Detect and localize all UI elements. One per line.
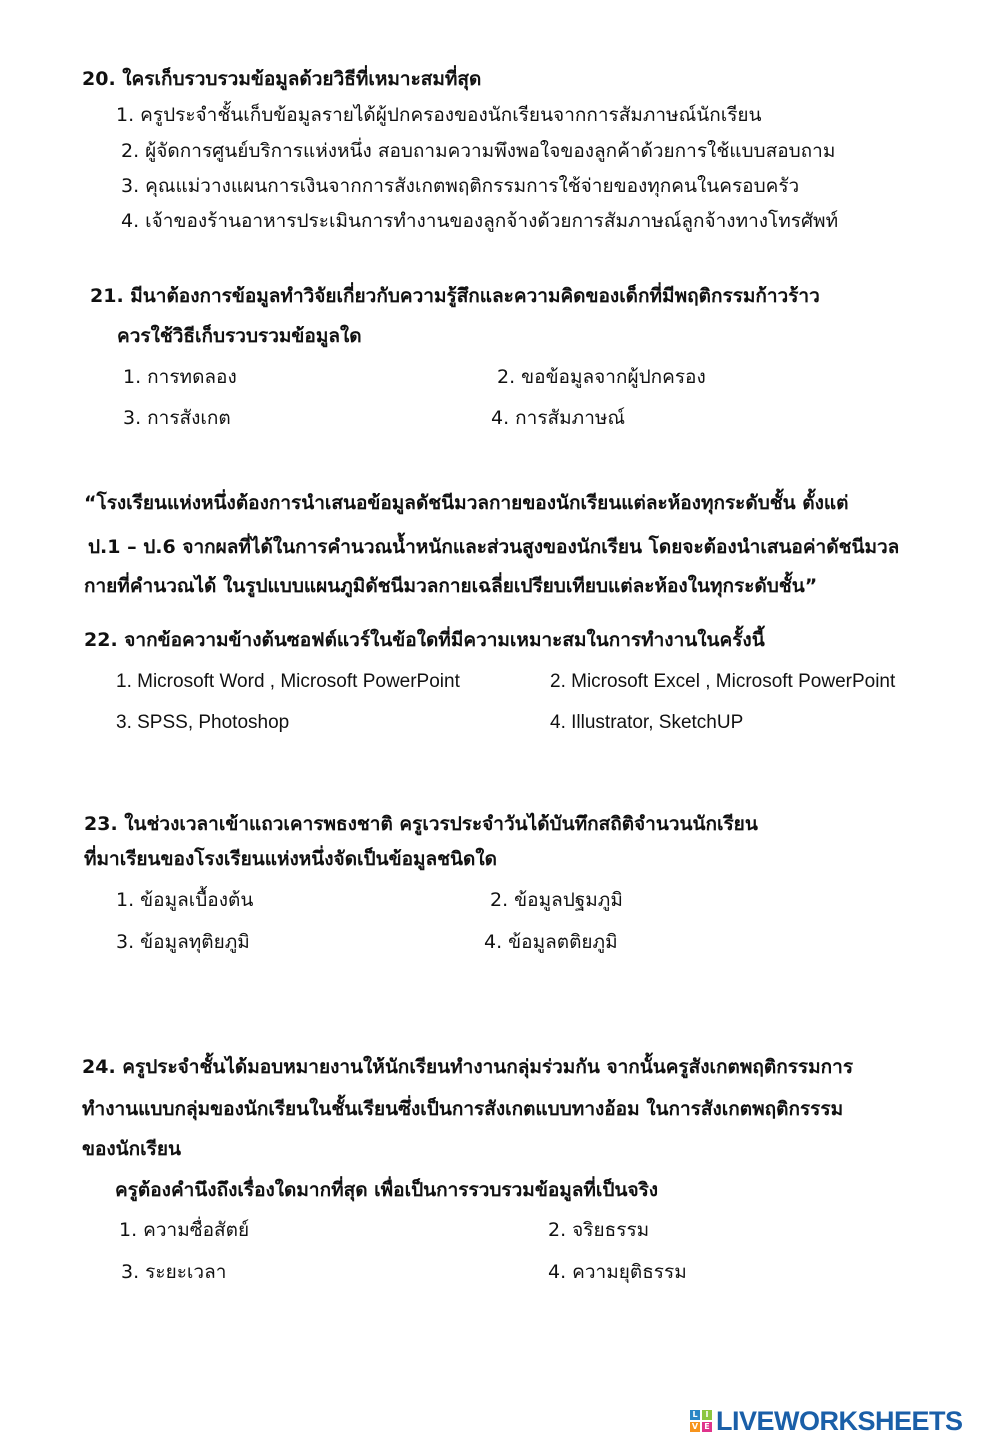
question-22-text: 22. จากข้อความข้างต้นซอฟต์แวร์ในข้อใดที่มีความเหมาะสมในการทำงานในครั้งนี้ <box>84 629 765 651</box>
liveworksheets-logo-icon <box>690 1410 712 1432</box>
q20-option-3[interactable]: 3. คุณแม่วางแผนการเงินจากการสังเกตพฤติกรรมการใช้จ่ายของทุกคนในครอบครัว <box>121 175 800 197</box>
q24-option-3[interactable]: 3. ระยะเวลา <box>121 1261 227 1283</box>
q20-option-4[interactable]: 4. เจ้าของร้านอาหารประเมินการทำงานของลูกจ้างด้วยการสัมภาษณ์ลูกจ้างทางโทรศัพท์ <box>121 210 839 232</box>
q21-option-2[interactable]: 2. ขอข้อมูลจากผู้ปกครอง <box>497 366 706 388</box>
q20-option-1[interactable]: 1. ครูประจำชั้นเก็บข้อมูลรายได้ผู้ปกครองของนักเรียนจากการสัมภาษณ์นักเรียน <box>116 104 762 126</box>
logo-letter-i: I <box>702 1410 712 1420</box>
q24-option-1[interactable]: 1. ความซื่อสัตย์ <box>119 1219 250 1241</box>
logo-letter-v: V <box>691 1422 699 1431</box>
q24-option-2[interactable]: 2. จริยธรรม <box>548 1219 650 1241</box>
question-23-text-line1: 23. ในช่วงเวลาเข้าแถวเคารพธงชาติ ครูเวรประจำวันได้บันทึกสถิติจำนวนนักเรียน <box>84 813 758 835</box>
question-24-text-line3: ของนักเรียน <box>82 1138 181 1160</box>
q23-option-1[interactable]: 1. ข้อมูลเบื้องต้น <box>116 889 254 911</box>
liveworksheets-logo-text: LIVEWORKSHEETS <box>716 1405 963 1436</box>
q22-option-3[interactable]: 3. SPSS, Photoshop <box>116 712 290 733</box>
q20-option-2[interactable]: 2. ผู้จัดการศูนย์บริการแห่งหนึ่ง สอบถามความพึงพอใจของลูกค้าด้วยการใช้แบบสอบถาม <box>121 140 836 162</box>
q23-option-4[interactable]: 4. ข้อมูลตติยภูมิ <box>484 931 618 953</box>
q23-option-2[interactable]: 2. ข้อมูลปฐมภูมิ <box>490 889 623 911</box>
question-20-text: 20. ใครเก็บรวบรวมข้อมูลด้วยวิธีที่เหมาะสมที่สุด <box>82 68 482 90</box>
passage-line-1: “โรงเรียนแห่งหนึ่งต้องการนำเสนอข้อมูลดัชนีมวลกายของนักเรียนแต่ละห้องทุกระดับชั้น ตั้งแต่ <box>84 492 849 514</box>
q24-option-4[interactable]: 4. ความยุติธรรม <box>548 1261 687 1283</box>
logo-letter-e: E <box>702 1422 712 1432</box>
logo-letter-l: L <box>690 1410 700 1420</box>
question-24-text-line2: ทำงานแบบกลุ่มของนักเรียนในชั้นเรียนซึ่งเป็นการสังเกตแบบทางอ้อม ในการสังเกตพฤติกรรรม <box>82 1098 844 1120</box>
q22-option-4[interactable]: 4. Illustrator, SketchUP <box>550 712 744 733</box>
q23-option-3[interactable]: 3. ข้อมูลทุติยภูมิ <box>116 931 250 953</box>
q21-option-3[interactable]: 3. การสังเกต <box>123 407 231 429</box>
question-21-text-line2: ควรใช้วิธีเก็บรวบรวมข้อมูลใด <box>117 325 362 347</box>
question-21-text-line1: 21. มีนาต้องการข้อมูลทำวิจัยเกี่ยวกับความรู้สึกและความคิดของเด็กที่มีพฤติกรรมก้าวร้าว <box>90 285 820 307</box>
q21-option-4[interactable]: 4. การสัมภาษณ์ <box>491 407 626 429</box>
liveworksheets-logo <box>690 1404 963 1438</box>
q22-option-2[interactable]: 2. Microsoft Excel , Microsoft PowerPoint <box>550 671 896 692</box>
question-24-text-line4: ครูต้องคำนึงถึงเรื่องใดมากที่สุด เพื่อเป็นการรวบรวมข้อมูลที่เป็นจริง <box>115 1179 659 1201</box>
question-24-text-line1: 24. ครูประจำชั้นได้มอบหมายงานให้นักเรียนทำงานกลุ่มร่วมกัน จากนั้นครูสังเกตพฤติกรรมการ <box>82 1056 854 1078</box>
passage-line-3: กายที่คำนวณได้ ในรูปแบบแผนภูมิดัชนีมวลกายเฉลี่ยเปรียบเทียบแต่ละห้องในทุกระดับชั้น” <box>84 575 818 597</box>
question-23-text-line2: ที่มาเรียนของโรงเรียนแห่งหนึ่งจัดเป็นข้อมูลชนิดใด <box>84 848 497 870</box>
passage-line-2: ป.1 – ป.6 จากผลที่ได้ในการคำนวณน้ำหนักและส่วนสูงของนักเรียน โดยจะต้องนำเสนอค่าดัชนีมวล <box>88 536 900 558</box>
q21-option-1[interactable]: 1. การทดลอง <box>123 366 237 388</box>
q22-option-1[interactable]: 1. Microsoft Word , Microsoft PowerPoint <box>116 671 460 692</box>
